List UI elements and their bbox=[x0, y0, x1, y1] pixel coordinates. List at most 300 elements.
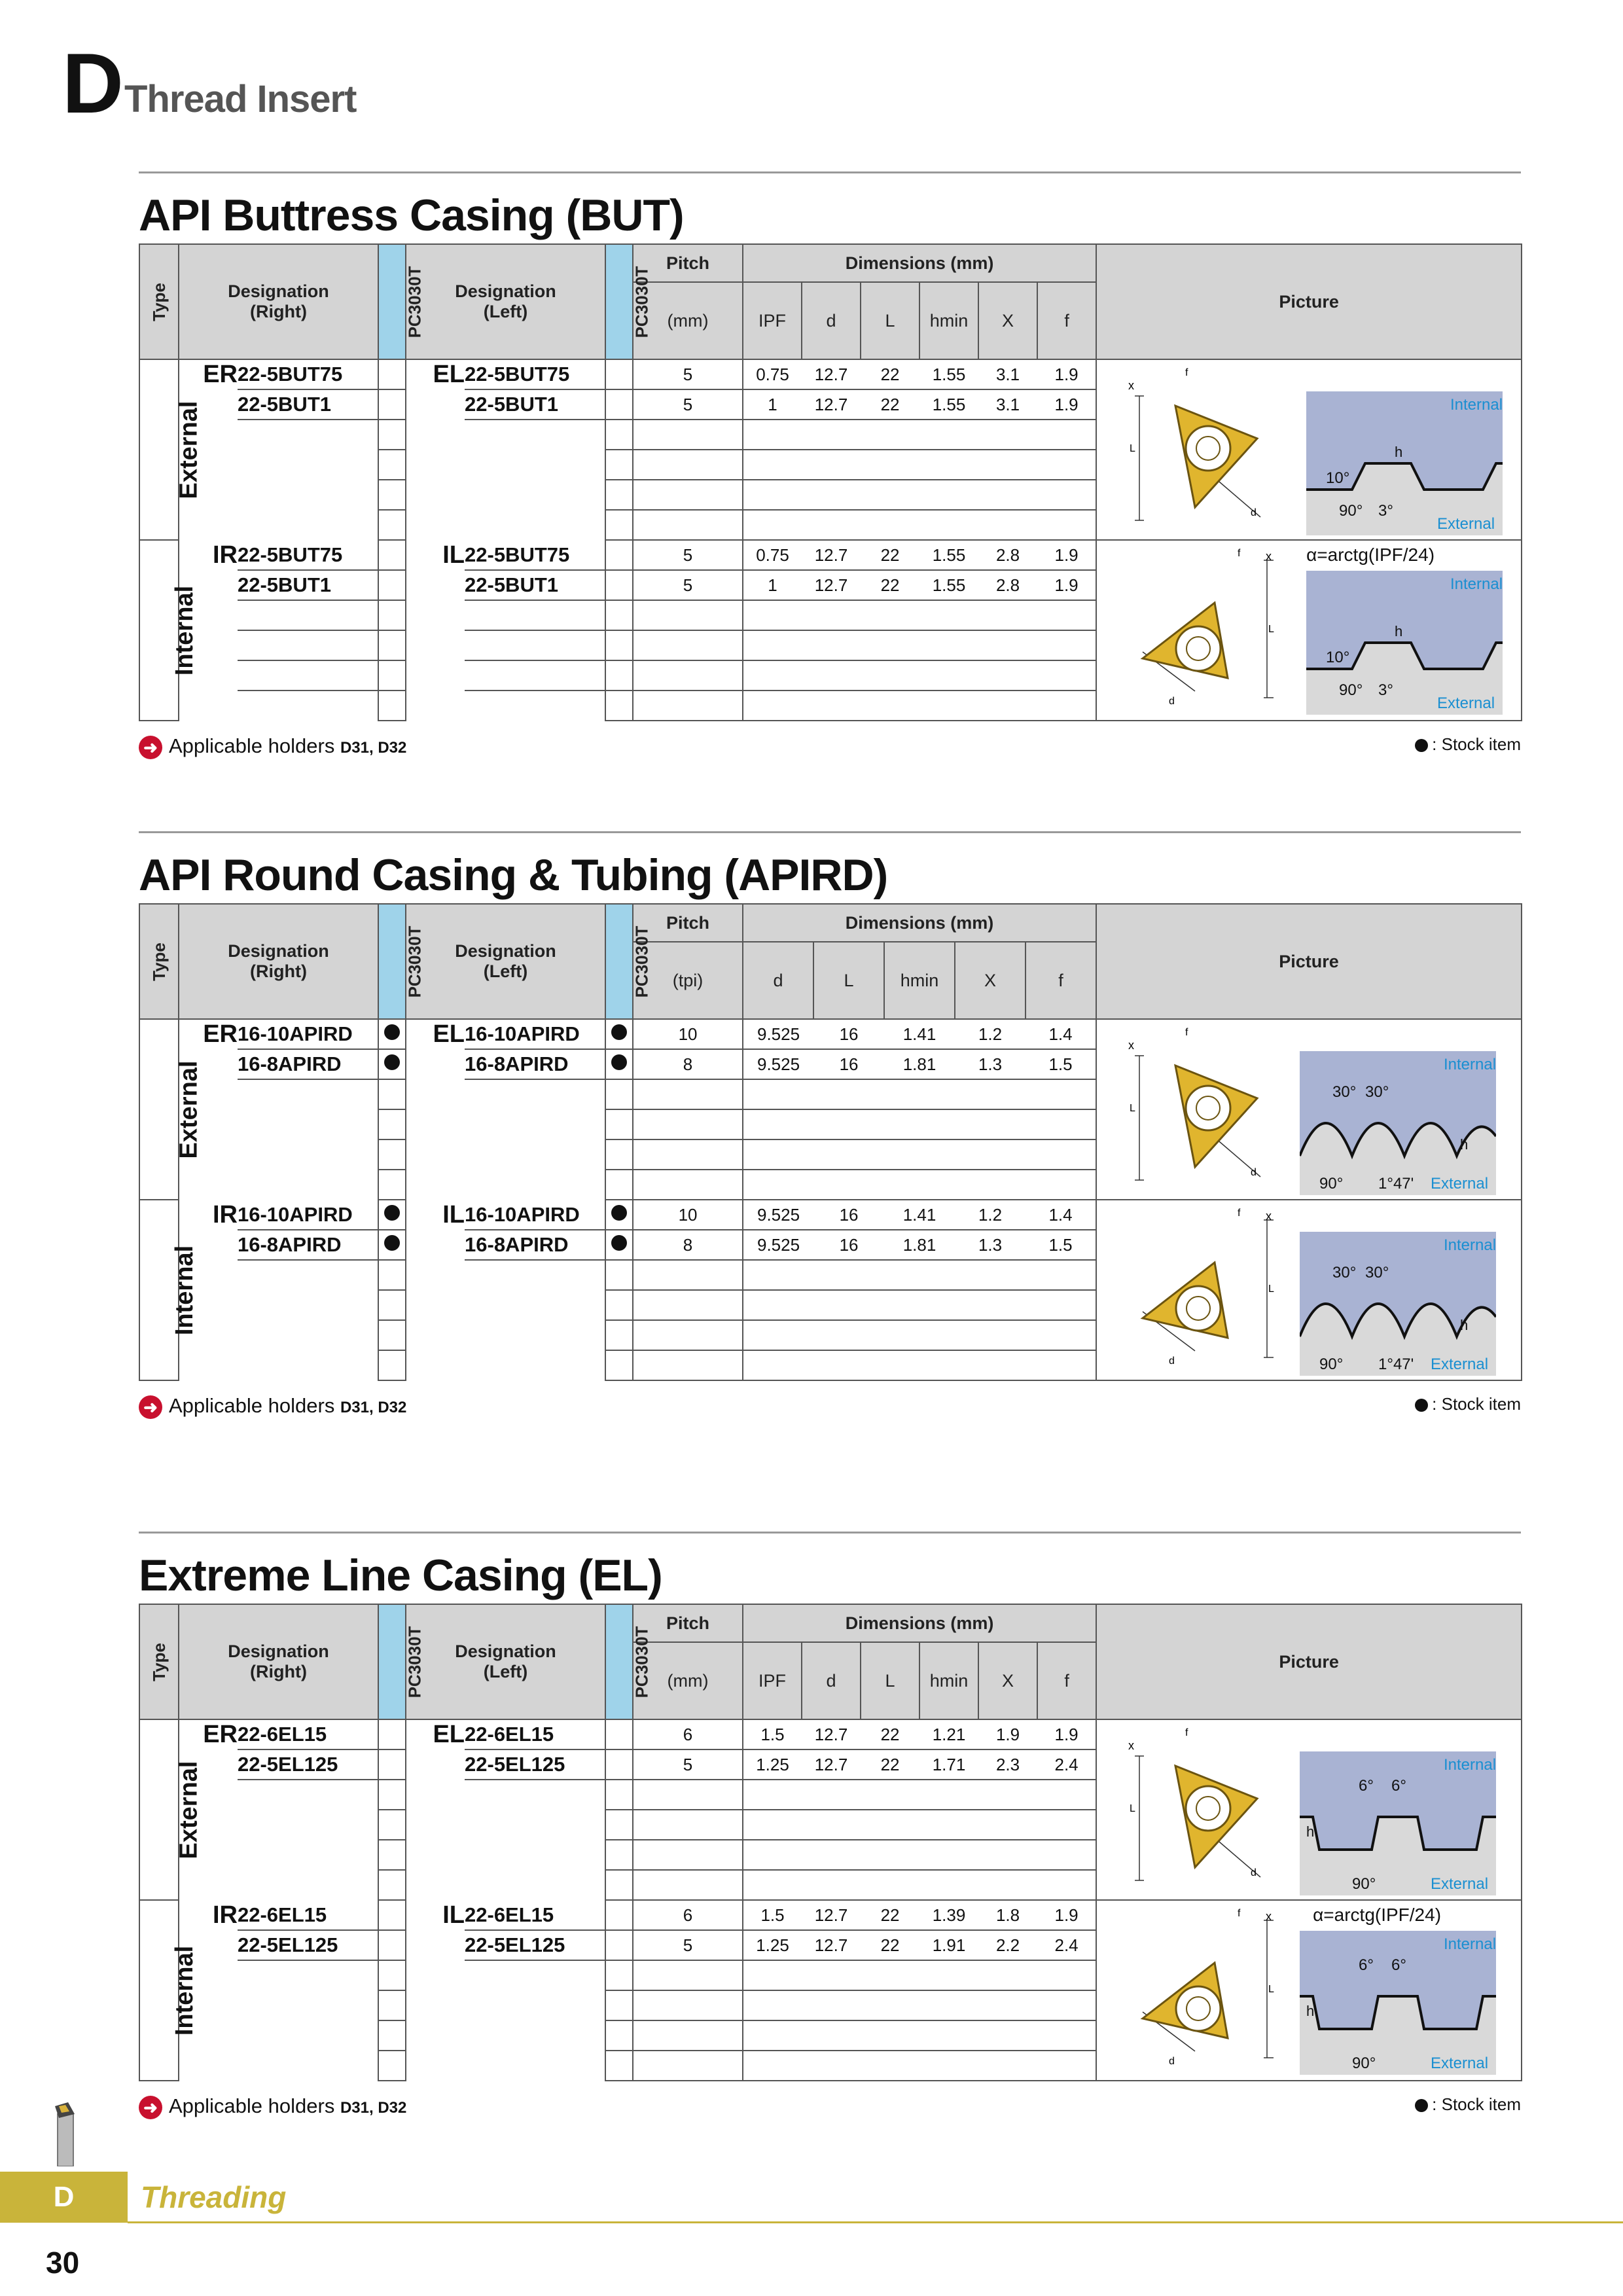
pitch-value: 10 bbox=[633, 1019, 743, 1049]
svg-text:d: d bbox=[1251, 1167, 1257, 1178]
dim-d-value: 12.7 bbox=[802, 540, 861, 570]
svg-text:x: x bbox=[1266, 1910, 1272, 1923]
stock-indicator-left bbox=[605, 1900, 633, 1930]
stock-indicator-left bbox=[605, 1230, 633, 1260]
section-title: API Round Casing & Tubing (APIRD) bbox=[139, 850, 888, 900]
dim-x-value: 2.2 bbox=[978, 1930, 1037, 1960]
pitch-value: 5 bbox=[633, 1930, 743, 1960]
svg-text:L: L bbox=[1268, 1984, 1275, 1995]
code-left: EL bbox=[406, 1719, 465, 1749]
type-header: Type bbox=[139, 904, 179, 1019]
svg-text:1°47': 1°47' bbox=[1378, 1175, 1414, 1193]
dim-ipf-value: 0.75 bbox=[743, 540, 802, 570]
designation-right-header: Designation (Right) bbox=[179, 1604, 378, 1719]
dim-header-l: L bbox=[813, 942, 884, 1019]
dim-l-value: 16 bbox=[813, 1200, 884, 1230]
stock-legend: : Stock item bbox=[1415, 734, 1521, 755]
dim-header-hmin: hmin bbox=[919, 282, 978, 359]
dim-x-value: 2.8 bbox=[978, 540, 1037, 570]
dim-l-value: 22 bbox=[861, 540, 919, 570]
svg-text:L: L bbox=[1130, 443, 1136, 454]
type-header: Type bbox=[139, 244, 179, 359]
dim-hmin-value: 1.55 bbox=[919, 359, 978, 389]
dim-x-value: 2.8 bbox=[978, 570, 1037, 600]
pitch-header: Pitch bbox=[633, 904, 743, 942]
dim-x-value: 2.3 bbox=[978, 1749, 1037, 1780]
designation-right-header: Designation (Right) bbox=[179, 244, 378, 359]
svg-text:f: f bbox=[1238, 1208, 1241, 1219]
dimensions-header: Dimensions (mm) bbox=[743, 244, 1096, 282]
footer-rule bbox=[128, 2221, 1623, 2223]
table-row bbox=[139, 1200, 1522, 1230]
picture-header: Picture bbox=[1096, 1604, 1522, 1719]
svg-text:6°: 6° bbox=[1391, 1777, 1407, 1795]
pitch-unit: (tpi) bbox=[633, 942, 743, 1019]
internal-type-label: Internal bbox=[139, 1900, 179, 2081]
svg-text:h: h bbox=[1395, 623, 1403, 639]
svg-text:1°47': 1°47' bbox=[1378, 1355, 1414, 1373]
dim-header-d: d bbox=[802, 282, 861, 359]
stock-indicator-left bbox=[605, 540, 633, 570]
stock-indicator-right bbox=[378, 1049, 406, 1079]
chapter-letter: D bbox=[62, 35, 124, 131]
code-left: IL bbox=[406, 1200, 465, 1230]
stock-indicator-right bbox=[378, 1719, 406, 1749]
code-right: ER bbox=[179, 359, 238, 389]
dim-l-value: 22 bbox=[861, 1930, 919, 1960]
designation-right: 16-10APIRD bbox=[238, 1200, 378, 1230]
svg-text:h: h bbox=[1395, 444, 1403, 460]
external-thread-profile-diagram bbox=[1300, 1751, 1496, 1895]
designation-left: 22-5BUT75 bbox=[465, 359, 605, 389]
external-picture bbox=[1096, 359, 1522, 540]
stock-indicator-left bbox=[605, 1019, 633, 1049]
dim-d-value: 12.7 bbox=[802, 1900, 861, 1930]
external-picture bbox=[1096, 1719, 1522, 1900]
picture-header: Picture bbox=[1096, 244, 1522, 359]
turning-tool-icon bbox=[46, 2101, 85, 2170]
stock-legend: : Stock item bbox=[1415, 2094, 1521, 2115]
internal-thread-profile-diagram bbox=[1306, 571, 1503, 715]
grade-header-right: PC3030T bbox=[378, 904, 406, 1019]
dim-hmin-value: 1.41 bbox=[884, 1019, 955, 1049]
stock-bullet-icon bbox=[611, 1235, 627, 1251]
dim-f-value: 1.4 bbox=[1026, 1019, 1096, 1049]
svg-text:3°: 3° bbox=[1378, 502, 1394, 520]
code-left: EL bbox=[406, 1019, 465, 1049]
svg-text:Internal: Internal bbox=[1444, 1756, 1497, 1774]
designation-right: 22-5EL125 bbox=[238, 1930, 378, 1960]
dim-x-value: 3.1 bbox=[978, 359, 1037, 389]
stock-indicator-left bbox=[605, 1200, 633, 1230]
dim-f-value: 1.4 bbox=[1026, 1200, 1096, 1230]
designation-left: 22-6EL15 bbox=[465, 1900, 605, 1930]
code-right: IR bbox=[179, 1900, 238, 1930]
designation-left: 16-10APIRD bbox=[465, 1200, 605, 1230]
insert-spec-table bbox=[139, 903, 1522, 1381]
code-left: EL bbox=[406, 359, 465, 389]
stock-bullet-icon bbox=[384, 1054, 400, 1070]
table-row bbox=[139, 359, 1522, 389]
dim-f-value: 1.5 bbox=[1026, 1230, 1096, 1260]
arrow-right-icon: ➜ bbox=[139, 1395, 162, 1419]
alpha-formula: α=arctg(IPF/24) bbox=[1306, 545, 1435, 565]
dim-l-value: 16 bbox=[813, 1049, 884, 1079]
section-title: API Buttress Casing (BUT) bbox=[139, 190, 684, 240]
designation-left: 22-5BUT1 bbox=[465, 570, 605, 600]
arrow-right-icon: ➜ bbox=[139, 736, 162, 759]
dim-header-f: f bbox=[1037, 1642, 1096, 1719]
picture-header: Picture bbox=[1096, 904, 1522, 1019]
dim-hmin-value: 1.81 bbox=[884, 1049, 955, 1079]
stock-indicator-right bbox=[378, 570, 406, 600]
page-number: 30 bbox=[46, 2246, 80, 2280]
pitch-value: 6 bbox=[633, 1719, 743, 1749]
dim-header-l: L bbox=[861, 282, 919, 359]
stock-indicator-left bbox=[605, 359, 633, 389]
dim-ipf-value: 1.5 bbox=[743, 1900, 802, 1930]
code-left: IL bbox=[406, 1900, 465, 1930]
svg-text:Internal: Internal bbox=[1444, 1236, 1497, 1254]
designation-right: 22-5BUT1 bbox=[238, 389, 378, 420]
svg-text:L: L bbox=[1130, 1103, 1135, 1114]
grade-header-right: PC3030T bbox=[378, 1604, 406, 1719]
svg-text:30°: 30° bbox=[1365, 1083, 1389, 1101]
svg-text:3°: 3° bbox=[1378, 681, 1394, 699]
arrow-right-icon: ➜ bbox=[139, 2096, 162, 2119]
designation-left: 16-10APIRD bbox=[465, 1019, 605, 1049]
svg-text:d: d bbox=[1251, 1867, 1257, 1878]
svg-text:d: d bbox=[1251, 507, 1257, 518]
code-right: ER bbox=[179, 1719, 238, 1749]
applicable-holders-note: ➜ Applicable holders D31, D32 bbox=[139, 734, 406, 759]
designation-right: 16-10APIRD bbox=[238, 1019, 378, 1049]
stock-bullet-icon bbox=[1415, 1399, 1428, 1412]
external-insert-diagram bbox=[1116, 367, 1313, 530]
designation-right: 22-5BUT75 bbox=[238, 359, 378, 389]
dim-f-value: 2.4 bbox=[1037, 1930, 1096, 1960]
svg-text:6°: 6° bbox=[1359, 1777, 1374, 1795]
designation-right: 16-8APIRD bbox=[238, 1230, 378, 1260]
external-type-label: External bbox=[139, 1019, 179, 1200]
dim-hmin-value: 1.55 bbox=[919, 540, 978, 570]
dim-d-value: 12.7 bbox=[802, 1719, 861, 1749]
dim-l-value: 22 bbox=[861, 1719, 919, 1749]
svg-text:6°: 6° bbox=[1359, 1956, 1374, 1974]
applicable-holders-note: ➜ Applicable holders D31, D32 bbox=[139, 1394, 406, 1419]
svg-text:d: d bbox=[1169, 696, 1175, 707]
dim-d-value: 12.7 bbox=[802, 389, 861, 420]
stock-indicator-right bbox=[378, 540, 406, 570]
svg-text:External: External bbox=[1437, 515, 1495, 533]
pitch-unit: (mm) bbox=[633, 1642, 743, 1719]
dim-hmin-value: 1.55 bbox=[919, 570, 978, 600]
table-row bbox=[139, 540, 1522, 570]
designation-right: 16-8APIRD bbox=[238, 1049, 378, 1079]
svg-text:h: h bbox=[1460, 1136, 1469, 1153]
designation-left-header: Designation (Left) bbox=[406, 904, 605, 1019]
pitch-value: 6 bbox=[633, 1900, 743, 1930]
svg-text:Internal: Internal bbox=[1444, 1056, 1497, 1073]
dim-ipf-value: 1.25 bbox=[743, 1930, 802, 1960]
section-rule bbox=[139, 1532, 1521, 1534]
designation-left-header: Designation (Left) bbox=[406, 1604, 605, 1719]
dim-header-ipf: IPF bbox=[743, 1642, 802, 1719]
dim-hmin-value: 1.41 bbox=[884, 1200, 955, 1230]
svg-text:90°: 90° bbox=[1352, 2054, 1376, 2072]
internal-picture bbox=[1096, 1900, 1522, 2081]
pitch-value: 5 bbox=[633, 1749, 743, 1780]
dim-header-f: f bbox=[1026, 942, 1096, 1019]
svg-text:External: External bbox=[1431, 1355, 1489, 1373]
dim-l-value: 16 bbox=[813, 1230, 884, 1260]
applicable-holders-note: ➜ Applicable holders D31, D32 bbox=[139, 2094, 406, 2119]
dim-hmin-value: 1.71 bbox=[919, 1749, 978, 1780]
svg-text:h: h bbox=[1460, 1317, 1469, 1333]
external-thread-profile-diagram bbox=[1300, 1051, 1496, 1195]
table-row bbox=[139, 1719, 1522, 1749]
dim-d-value: 12.7 bbox=[802, 1749, 861, 1780]
dim-x-value: 1.3 bbox=[955, 1049, 1026, 1079]
internal-type-label: Internal bbox=[139, 540, 179, 721]
chapter-title: Thread Insert bbox=[124, 78, 357, 120]
internal-picture bbox=[1096, 1200, 1522, 1380]
svg-text:90°: 90° bbox=[1339, 502, 1363, 520]
stock-indicator-right bbox=[378, 1749, 406, 1780]
svg-text:f: f bbox=[1238, 1908, 1241, 1919]
internal-thread-profile-diagram bbox=[1300, 1931, 1496, 2075]
svg-text:d: d bbox=[1169, 1355, 1175, 1367]
svg-text:10°: 10° bbox=[1326, 469, 1350, 487]
dim-f-value: 1.9 bbox=[1037, 389, 1096, 420]
svg-text:10°: 10° bbox=[1326, 649, 1350, 666]
dim-x-value: 1.8 bbox=[978, 1900, 1037, 1930]
dim-d-value: 9.525 bbox=[743, 1019, 813, 1049]
external-thread-profile-diagram bbox=[1306, 391, 1503, 535]
svg-text:x: x bbox=[1128, 1739, 1135, 1752]
dim-d-value: 9.525 bbox=[743, 1200, 813, 1230]
designation-right: 22-5BUT1 bbox=[238, 570, 378, 600]
dim-header-hmin: hmin bbox=[919, 1642, 978, 1719]
designation-left: 22-5BUT75 bbox=[465, 540, 605, 570]
dim-header-d: d bbox=[802, 1642, 861, 1719]
dim-x-value: 1.2 bbox=[955, 1200, 1026, 1230]
dim-ipf-value: 1.25 bbox=[743, 1749, 802, 1780]
chapter-tab: D bbox=[0, 2172, 128, 2223]
dim-header-l: L bbox=[861, 1642, 919, 1719]
svg-text:30°: 30° bbox=[1332, 1083, 1357, 1101]
dim-ipf-value: 1 bbox=[743, 389, 802, 420]
stock-bullet-icon bbox=[384, 1235, 400, 1251]
internal-thread-profile-diagram bbox=[1300, 1232, 1496, 1376]
external-type-label: External bbox=[139, 359, 179, 540]
pitch-value: 8 bbox=[633, 1049, 743, 1079]
dim-ipf-value: 1 bbox=[743, 570, 802, 600]
dim-ipf-value: 0.75 bbox=[743, 359, 802, 389]
internal-insert-diagram bbox=[1116, 1207, 1313, 1371]
pitch-header: Pitch bbox=[633, 244, 743, 282]
svg-text:Internal: Internal bbox=[1450, 575, 1503, 593]
code-right: IR bbox=[179, 540, 238, 570]
svg-text:L: L bbox=[1268, 1283, 1274, 1295]
designation-right: 22-5EL125 bbox=[238, 1749, 378, 1780]
dim-d-value: 12.7 bbox=[802, 570, 861, 600]
stock-indicator-right bbox=[378, 1930, 406, 1960]
svg-text:Internal: Internal bbox=[1450, 396, 1503, 414]
svg-text:L: L bbox=[1268, 624, 1275, 635]
svg-text:h: h bbox=[1306, 1823, 1315, 1840]
dim-d-value: 12.7 bbox=[802, 359, 861, 389]
designation-right: 22-6EL15 bbox=[238, 1719, 378, 1749]
pitch-value: 5 bbox=[633, 570, 743, 600]
grade-header-left: PC3030T bbox=[605, 1604, 633, 1719]
svg-text:h: h bbox=[1306, 2003, 1315, 2019]
dim-header-f: f bbox=[1037, 282, 1096, 359]
dim-x-value: 3.1 bbox=[978, 389, 1037, 420]
stock-indicator-right bbox=[378, 389, 406, 420]
dimensions-header: Dimensions (mm) bbox=[743, 904, 1096, 942]
pitch-value: 5 bbox=[633, 389, 743, 420]
section-rule bbox=[139, 831, 1521, 833]
stock-legend: : Stock item bbox=[1415, 1394, 1521, 1414]
svg-text:x: x bbox=[1266, 1210, 1272, 1223]
svg-text:f: f bbox=[1185, 1027, 1188, 1038]
dim-f-value: 1.9 bbox=[1037, 1719, 1096, 1749]
stock-bullet-icon bbox=[384, 1205, 400, 1221]
dim-header-x: X bbox=[955, 942, 1026, 1019]
external-type-label: External bbox=[139, 1719, 179, 1900]
svg-text:x: x bbox=[1128, 1039, 1135, 1052]
dim-f-value: 1.9 bbox=[1037, 540, 1096, 570]
code-right: ER bbox=[179, 1019, 238, 1049]
svg-text:External: External bbox=[1431, 1875, 1489, 1893]
stock-bullet-icon bbox=[384, 1024, 400, 1040]
dim-f-value: 1.9 bbox=[1037, 359, 1096, 389]
svg-text:External: External bbox=[1437, 694, 1495, 712]
stock-indicator-left bbox=[605, 1719, 633, 1749]
external-insert-diagram bbox=[1116, 1727, 1313, 1890]
code-left: IL bbox=[406, 540, 465, 570]
dim-f-value: 2.4 bbox=[1037, 1749, 1096, 1780]
designation-left: 16-8APIRD bbox=[465, 1230, 605, 1260]
grade-header-left: PC3030T bbox=[605, 244, 633, 359]
svg-text:30°: 30° bbox=[1332, 1264, 1357, 1282]
svg-text:L: L bbox=[1130, 1803, 1136, 1814]
grade-header-left: PC3030T bbox=[605, 904, 633, 1019]
pitch-value: 5 bbox=[633, 359, 743, 389]
internal-picture bbox=[1096, 540, 1522, 721]
pitch-value: 10 bbox=[633, 1200, 743, 1230]
dim-d-value: 9.525 bbox=[743, 1049, 813, 1079]
stock-indicator-left bbox=[605, 570, 633, 600]
svg-text:f: f bbox=[1185, 367, 1188, 378]
stock-indicator-left bbox=[605, 1049, 633, 1079]
svg-text:30°: 30° bbox=[1365, 1264, 1389, 1282]
svg-text:External: External bbox=[1431, 1175, 1489, 1193]
stock-bullet-icon bbox=[611, 1205, 627, 1221]
dim-hmin-value: 1.21 bbox=[919, 1719, 978, 1749]
dim-header-x: X bbox=[978, 282, 1037, 359]
section-title: Extreme Line Casing (EL) bbox=[139, 1551, 662, 1600]
dim-f-value: 1.9 bbox=[1037, 570, 1096, 600]
stock-bullet-icon bbox=[611, 1054, 627, 1070]
svg-text:f: f bbox=[1185, 1727, 1188, 1738]
dim-hmin-value: 1.81 bbox=[884, 1230, 955, 1260]
svg-text:x: x bbox=[1266, 550, 1272, 563]
alpha-formula: α=arctg(IPF/24) bbox=[1313, 1905, 1442, 1925]
dim-hmin-value: 1.55 bbox=[919, 389, 978, 420]
svg-text:d: d bbox=[1169, 2056, 1175, 2067]
pitch-unit: (mm) bbox=[633, 282, 743, 359]
dim-f-value: 1.9 bbox=[1037, 1900, 1096, 1930]
grade-header-right: PC3030T bbox=[378, 244, 406, 359]
dim-header-hmin: hmin bbox=[884, 942, 955, 1019]
stock-indicator-left bbox=[605, 1749, 633, 1780]
pitch-header: Pitch bbox=[633, 1604, 743, 1642]
svg-text:90°: 90° bbox=[1319, 1355, 1344, 1373]
dim-hmin-value: 1.91 bbox=[919, 1930, 978, 1960]
svg-text:90°: 90° bbox=[1352, 1875, 1376, 1893]
designation-left: 22-6EL15 bbox=[465, 1719, 605, 1749]
insert-spec-table bbox=[139, 1604, 1522, 2081]
stock-indicator-right bbox=[378, 1019, 406, 1049]
insert-spec-table bbox=[139, 243, 1522, 721]
dim-f-value: 1.5 bbox=[1026, 1049, 1096, 1079]
svg-text:x: x bbox=[1128, 379, 1135, 392]
stock-indicator-right bbox=[378, 1230, 406, 1260]
stock-bullet-icon bbox=[1415, 2099, 1428, 2112]
footer-chapter-label: Threading bbox=[141, 2180, 287, 2214]
stock-bullet-icon bbox=[611, 1024, 627, 1040]
external-insert-diagram bbox=[1116, 1026, 1313, 1190]
stock-indicator-right bbox=[378, 359, 406, 389]
internal-insert-diagram bbox=[1116, 547, 1313, 711]
dim-ipf-value: 1.5 bbox=[743, 1719, 802, 1749]
section-rule bbox=[139, 171, 1521, 173]
internal-type-label: Internal bbox=[139, 1200, 179, 1380]
external-picture bbox=[1096, 1019, 1522, 1200]
dim-d-value: 12.7 bbox=[802, 1930, 861, 1960]
pitch-value: 8 bbox=[633, 1230, 743, 1260]
svg-text:f: f bbox=[1238, 548, 1241, 559]
dim-l-value: 22 bbox=[861, 389, 919, 420]
dim-l-value: 22 bbox=[861, 1749, 919, 1780]
stock-indicator-right bbox=[378, 1200, 406, 1230]
dim-header-d: d bbox=[743, 942, 813, 1019]
dim-header-x: X bbox=[978, 1642, 1037, 1719]
dim-l-value: 22 bbox=[861, 359, 919, 389]
designation-left: 22-5BUT1 bbox=[465, 389, 605, 420]
dim-header-ipf: IPF bbox=[743, 282, 802, 359]
dim-x-value: 1.2 bbox=[955, 1019, 1026, 1049]
designation-left-header: Designation (Left) bbox=[406, 244, 605, 359]
designation-left: 22-5EL125 bbox=[465, 1749, 605, 1780]
designation-right: 22-5BUT75 bbox=[238, 540, 378, 570]
stock-indicator-right bbox=[378, 1900, 406, 1930]
dim-x-value: 1.9 bbox=[978, 1719, 1037, 1749]
designation-right: 22-6EL15 bbox=[238, 1900, 378, 1930]
svg-text:90°: 90° bbox=[1339, 681, 1363, 699]
stock-bullet-icon bbox=[1415, 739, 1428, 752]
internal-insert-diagram bbox=[1116, 1907, 1313, 2071]
dim-x-value: 1.3 bbox=[955, 1230, 1026, 1260]
designation-left: 22-5EL125 bbox=[465, 1930, 605, 1960]
dim-l-value: 22 bbox=[861, 1900, 919, 1930]
dim-d-value: 9.525 bbox=[743, 1230, 813, 1260]
svg-text:Internal: Internal bbox=[1444, 1935, 1497, 1953]
stock-indicator-left bbox=[605, 389, 633, 420]
designation-left: 16-8APIRD bbox=[465, 1049, 605, 1079]
